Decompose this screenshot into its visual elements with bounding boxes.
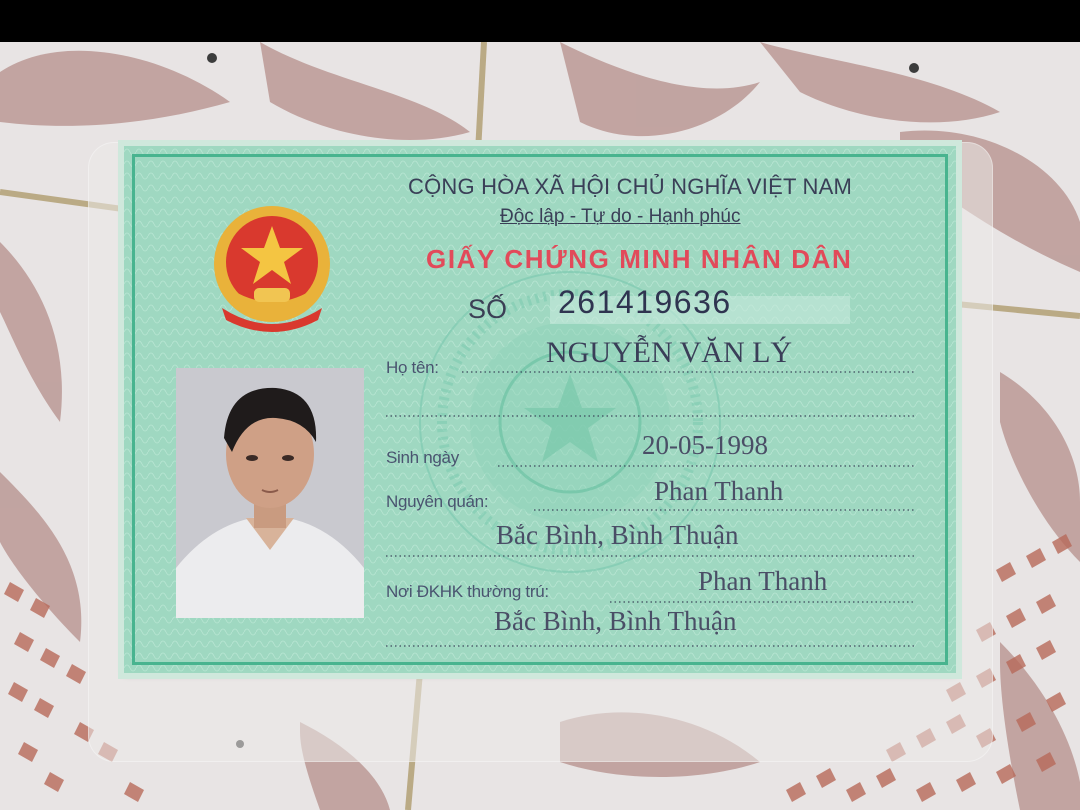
header-country: CỘNG HÒA XÃ HỘI CHỦ NGHĨA VIỆT NAM (408, 174, 853, 199)
residence-value-line2: Bắc Bình, Bình Thuận (494, 606, 737, 636)
origin-label: Nguyên quán: (386, 492, 489, 511)
residence-value-line1: Phan Thanh (698, 566, 828, 596)
id-card (124, 146, 956, 673)
name-value: NGUYỄN VĂN LÝ (546, 336, 793, 369)
number-label: SỐ (468, 294, 508, 324)
portrait-photo (176, 368, 364, 618)
residence-label: Nơi ĐKHK thường trú: (386, 582, 549, 601)
dob-label: Sinh ngày (386, 448, 459, 467)
origin-value-line1: Phan Thanh (654, 476, 784, 506)
origin-value-line2: Bắc Bình, Bình Thuận (496, 520, 739, 550)
card-title: GIẤY CHỨNG MINH NHÂN DÂN (426, 244, 853, 274)
name-label: Họ tên: (386, 358, 439, 377)
dob-value: 20-05-1998 (642, 430, 768, 460)
id-number: 261419636 (558, 284, 732, 320)
header-motto: Độc lập - Tự do - Hạnh phúc (500, 206, 741, 227)
photo-background (0, 42, 1080, 810)
national-emblem-icon (202, 204, 342, 336)
